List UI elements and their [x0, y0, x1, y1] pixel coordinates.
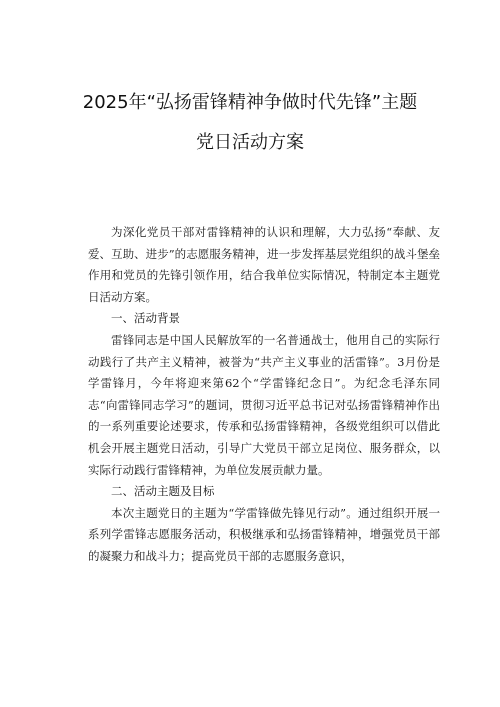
- title-block: [60, 88, 440, 158]
- section-paragraph-theme: 本次主题党日的主题为“学雷锋做先锋见行动”。通过组织开展一系列学雷锋志愿服务活动，积极继承和弘扬雷锋精神，增强党员干部的凝聚力和战斗力；提高党员干部的志愿服务意识，: [88, 505, 440, 563]
- section-heading-theme: 二、活动主题及目标: [111, 484, 215, 499]
- document-title: 2025年“弘扬雷锋精神争做时代先锋”主题: [82, 92, 418, 113]
- document-body: [88, 222, 440, 568]
- section-heading-background: 一、活动背景: [111, 311, 180, 326]
- section-paragraph-background: 雷锋同志是中国人民解放军的一名普通战士，他用自己的实际行动践行了共产主义精神，被誉为“共产主义事业的活雷锋”。3月份是学雷锋月，今年将迎来第62个“学雷锋纪念日”。为纪念毛泽东同志“向雷锋同志学习”的题词，贯彻习近平总书记对弘扬雷锋精神作出的一系列重要论述要求，传承和弘扬雷锋精神，各级党组织可以借此机会开展主题党日活动，引导广大党员干部立足岗位、服务群众，以实际行动践行雷锋精神，为单位发展贡献力量。: [88, 332, 440, 477]
- intro-paragraph: 为深化党员干部对雷锋精神的认识和理解，大力弘扬“奉献、友爱、互助、进步”的志愿服务精神，进一步发挥基层党组织的战斗堡垒作用和党员的先锋引领作用，结合我单位实际情况，特制定本主题党日活动方案。: [88, 225, 440, 304]
- document-subtitle: 党日活动方案: [196, 132, 304, 153]
